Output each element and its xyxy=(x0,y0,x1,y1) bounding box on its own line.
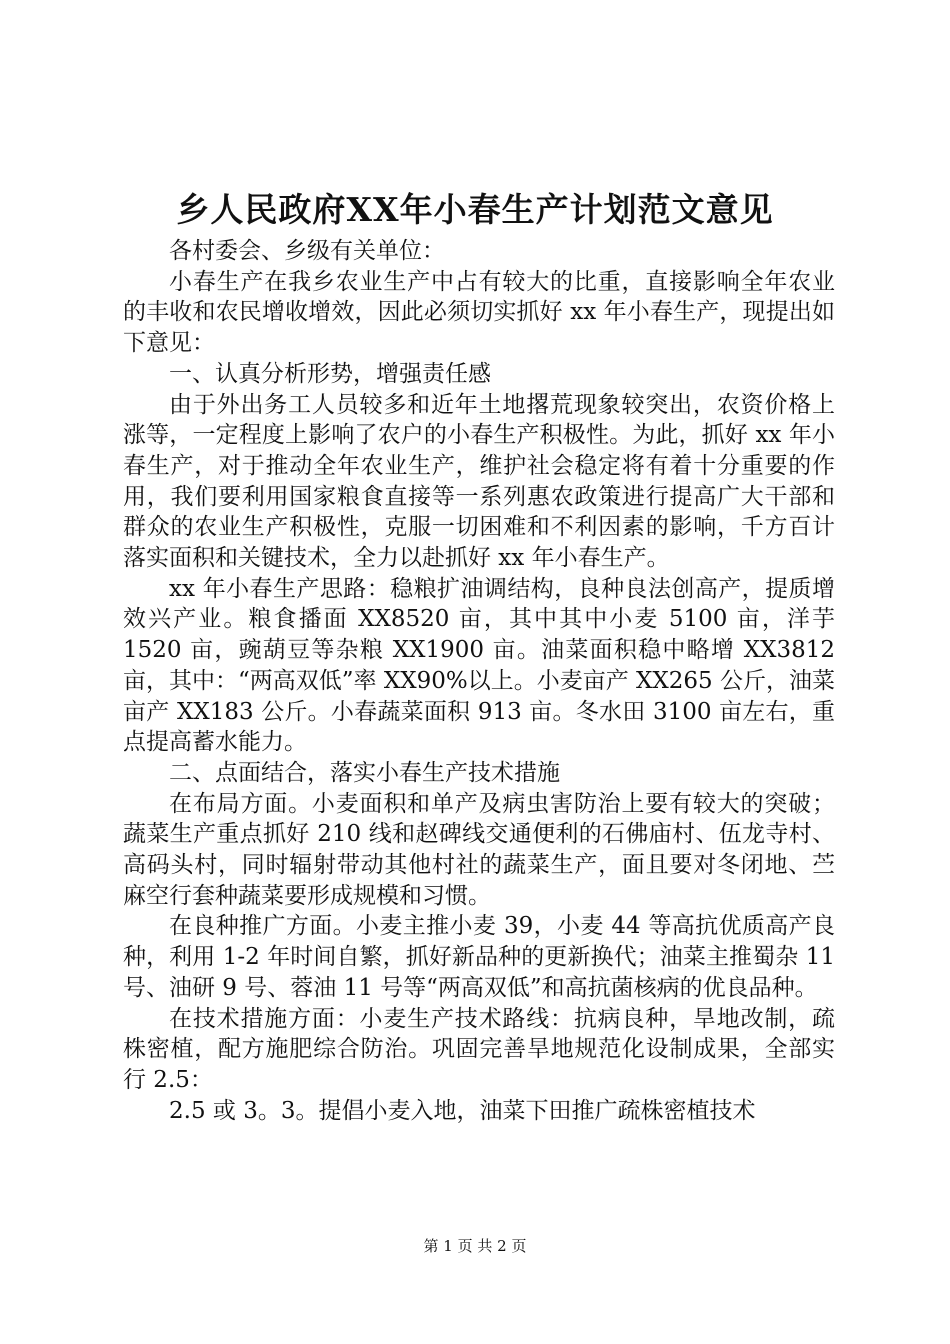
section-heading-2: 二、点面结合，落实小春生产技术措施 xyxy=(169,759,560,786)
paragraph-intro: 小春生产在我乡农业生产中占有较大的比重，直接影响全年农业的丰收和农民增收增效，因此必须切实抓好 xx 年小春生产，现提出如下意见： xyxy=(123,268,835,357)
paragraph-techniques: 在技术措施方面：小麦生产技术路线：抗病良种，旱地改制，疏株密植，配方施肥综合防治。巩固完善旱地规范化设制成果，全部实行 2.5： xyxy=(123,1005,835,1093)
document-title: 乡人民政府XX年小春生产计划范文意见 xyxy=(176,190,774,229)
salutation: 各村委会、乡级有关单位： xyxy=(169,238,445,264)
paragraph-seeds: 在良种推广方面。小麦主推小麦 39，小麦 44 等高抗优质高产良种，利用 1-2 年时间自繁，抓好新品种的更新换代；油菜主推蜀杂 11 号、油研 9 号、蓉油 11 号等“两高双低”和高抗菌核病的优良品种。 xyxy=(123,913,835,1001)
document-body xyxy=(123,236,835,1126)
paragraph-situation: 由于外出务工人员较多和近年土地撂荒现象较突出，农资价格上涨等，一定程度上影响了农户的小春生产积极性。为此，抓好 xx 年小春生产，对于推动全年农业生产，维护社会稳定将有着十分重要的作用，我们要利用国家粮食直接等一系列惠农政策进行提高广大干部和群众的农业生产积极性，克服一切困难和不利因素的影响，千方百计落实面积和关键技术，全力以赴抓好 xx 年小春生产。 xyxy=(123,391,835,572)
page-footer: 第 1 页 共 2 页 xyxy=(423,1237,527,1255)
paragraph-layout: 在布局方面。小麦面积和单产及病虫害防治上要有较大的突破；蔬菜生产重点抓好 210 线和赵碑线交通便利的石佛庙村、伍龙寺村、高码头村，同时辐射带动其他村社的蔬菜生产，面且要对冬闭地、苎麻空行套种蔬菜要形成规模和习惯。 xyxy=(123,790,835,909)
paragraph-plan: xx 年小春生产思路：稳粮扩油调结构，良种良法创高产，提质增效兴产业。粮食播面 XX8520 亩，其中其中小麦 5100 亩，洋芋 1520 亩，豌葫豆等杂粮 XX1900 亩。油菜面积稳中略增 XX3812 亩，其中：“两高双低”率 XX90%以上。小麦亩产 XX265 公斤，油菜亩产 XX183 公斤。小春蔬菜面积 913 亩。冬水田 3100 亩左右，重点提高蓄水能力。 xyxy=(123,575,835,756)
paragraph-continuation: 2.5 或 3。3。提倡小麦入地，油菜下田推广疏株密植技术 xyxy=(169,1097,756,1124)
section-heading-1: 一、认真分析形势，增强责任感 xyxy=(169,360,491,387)
